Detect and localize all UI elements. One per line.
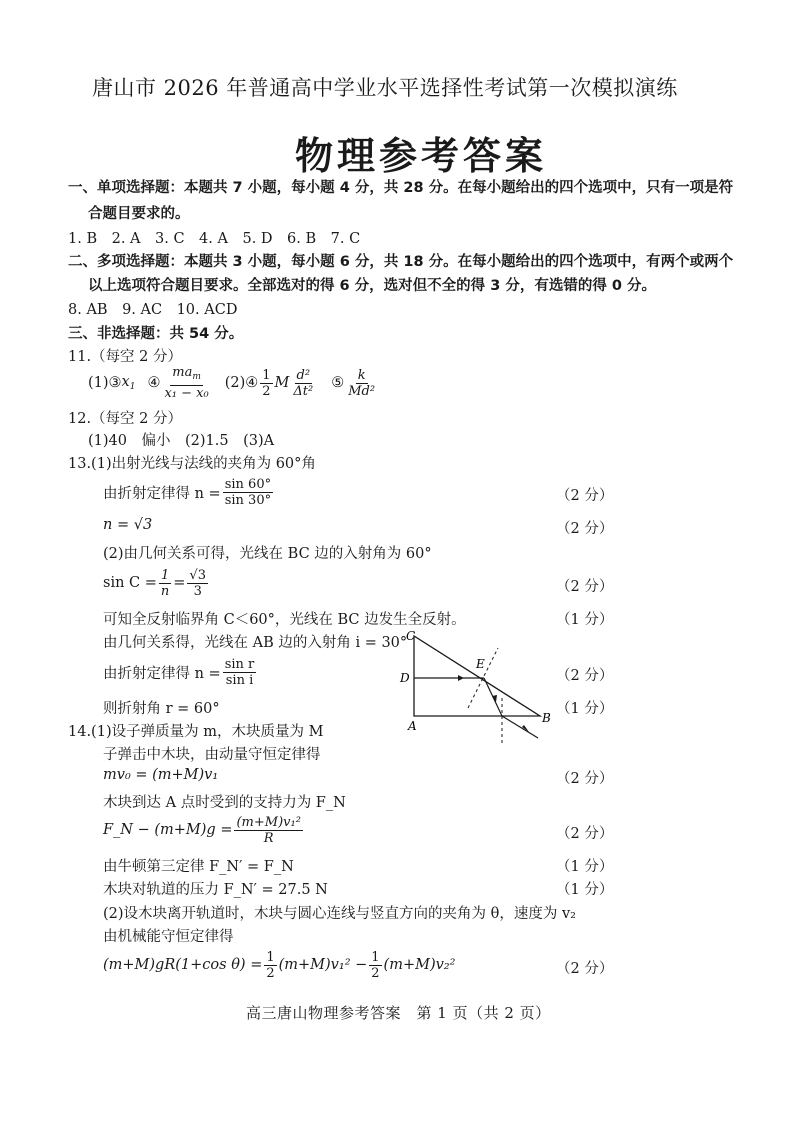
q12-heading: 12.（每空 2 分） <box>68 411 183 427</box>
q13-line-4: (2)由几何关系可得，光线在 BC 边的入射角为 60° <box>103 546 432 562</box>
q13-line-8: 由折射定律得 n = $\frac{\text{sin r}}{\text{sin i}}$ <box>103 656 255 688</box>
q14-score-1: （2 分） <box>556 771 614 787</box>
q13-line-5: sin C = $\frac{1}{n}$ = $\frac{√3}{3}$ <box>103 567 206 599</box>
q13-score-1: （2 分） <box>556 488 614 504</box>
label-A: A <box>408 719 417 733</box>
q14-line-2: 子弹击中木块，由动量守恒定律得 <box>103 747 321 763</box>
q11-fraction-2: $\frac{\text{d²}}{\text{Δt²}}$ <box>293 367 314 399</box>
q11-part2: ④ <box>147 375 161 391</box>
q11-x1: $x_1$ <box>121 374 136 392</box>
q13-line-3: n = √3 <box>103 517 153 533</box>
q11-M: M <box>274 375 290 391</box>
label-B: B <box>542 711 551 725</box>
q14-line-3: mv₀ = (m+M)v₁ <box>103 767 219 783</box>
q11-part3: (2)④ <box>224 375 259 391</box>
q14-line-10: (m+M)gR(1+cos θ) = $\frac{1}{2}$ (m+M)v₁² − $\frac{1}{2}$ (m+M)v₂² <box>103 949 456 981</box>
q13-score-6: （1 分） <box>556 701 614 717</box>
q11-part4: ⑤ <box>331 375 345 391</box>
q11-part1: (1)③ <box>88 375 122 391</box>
q14-line-7: 木块对轨道的压力 F_N′ = 27.5 N <box>103 882 328 898</box>
q14-line-9: 由机械能守恒定律得 <box>103 929 234 945</box>
q14-score-4: （1 分） <box>556 882 614 898</box>
q11-heading: 11.（每空 2 分） <box>68 349 183 365</box>
q13-score-2: （2 分） <box>556 521 614 537</box>
prism-triangle <box>414 636 540 716</box>
ray-arrow-1 <box>458 675 464 681</box>
section-1-heading-cont: 合题目要求的。 <box>88 206 190 222</box>
q13-score-4: （1 分） <box>556 612 614 628</box>
q14-score-2: （2 分） <box>556 826 614 842</box>
label-C: C <box>406 629 416 643</box>
q14-line-5: F_N − (m+M)g = $\frac{\text{(m+M)v₁²}}{R}$ <box>103 814 301 846</box>
prism-diagram <box>398 628 558 748</box>
exam-title: 唐山市 2026 年普通高中学业水平选择性考试第一次模拟演练 <box>92 76 678 100</box>
q14-line-8: (2)设木块离开轨道时，木块与圆心连线与竖直方向的夹角为 θ，速度为 v₂ <box>103 906 576 922</box>
section-1-heading: 一、单项选择题：本题共 7 小题，每小题 4 分，共 28 分。在每小题给出的四个选项中，只有一项是符 <box>68 180 734 196</box>
section-2-heading-cont: 以上选项符合题目要求。全部选对的得 6 分，选对但不全的得 3 分，有选错的得 0 分。 <box>88 278 657 294</box>
q14-score-5: （2 分） <box>556 961 614 977</box>
q11-answers <box>88 365 379 401</box>
q14-line-1: 14.(1)设子弹质量为 m，木块质量为 M <box>68 724 324 740</box>
label-D: D <box>400 671 410 685</box>
page-title: 物理参考答案 <box>295 134 548 178</box>
page-footer: 高三唐山物理参考答案 第 1 页（共 2 页） <box>246 1004 551 1022</box>
q13-line-2: 由折射定律得 n = $\frac{\sin 60^\circ}{\sin 30^\circ}$ <box>103 476 272 508</box>
q14-line-6: 由牛顿第三定律 F_N′ = F_N <box>103 859 294 875</box>
q11-fraction-3: $\frac{k}{\text{Md²}}$ <box>348 367 376 399</box>
section-2-heading: 二、多项选择题：本题共 3 小题，每小题 6 分，共 18 分。在每小题给出的四个选项中，有两个或两个 <box>68 254 734 270</box>
section-1-answers: 1. B 2. A 3. C 4. A 5. D 6. B 7. C <box>68 231 361 247</box>
q14-score-3: （1 分） <box>556 859 614 875</box>
q11-half: $\frac{1}{2}$ <box>262 367 271 399</box>
label-E: E <box>476 657 485 671</box>
section-2-answers: 8. AB 9. AC 10. ACD <box>68 302 238 318</box>
q11-fraction-1: $\frac{ma_m}{\text{x₁ − x₀}}$ <box>164 365 209 401</box>
q13-line-6: 可知全反射临界角 C＜60°，光线在 BC 边发生全反射。 <box>103 612 466 628</box>
q13-line-9: 则折射角 r = 60° <box>103 701 220 717</box>
q13-score-5: （2 分） <box>556 668 614 684</box>
q12-answers: (1)40 偏小 (2)1.5 (3)A <box>88 433 275 449</box>
q13-line-1: 13.(1)出射光线与法线的夹角为 60°角 <box>68 456 316 472</box>
q14-line-4: 木块到达 A 点时受到的支持力为 F_N <box>103 795 346 811</box>
q13-score-3: （2 分） <box>556 579 614 595</box>
section-3-heading: 三、非选择题：共 54 分。 <box>68 326 244 342</box>
q13-line-7: 由几何关系得，光线在 AB 边的入射角 i = 30° <box>103 635 408 651</box>
refracted-ray <box>502 716 538 738</box>
